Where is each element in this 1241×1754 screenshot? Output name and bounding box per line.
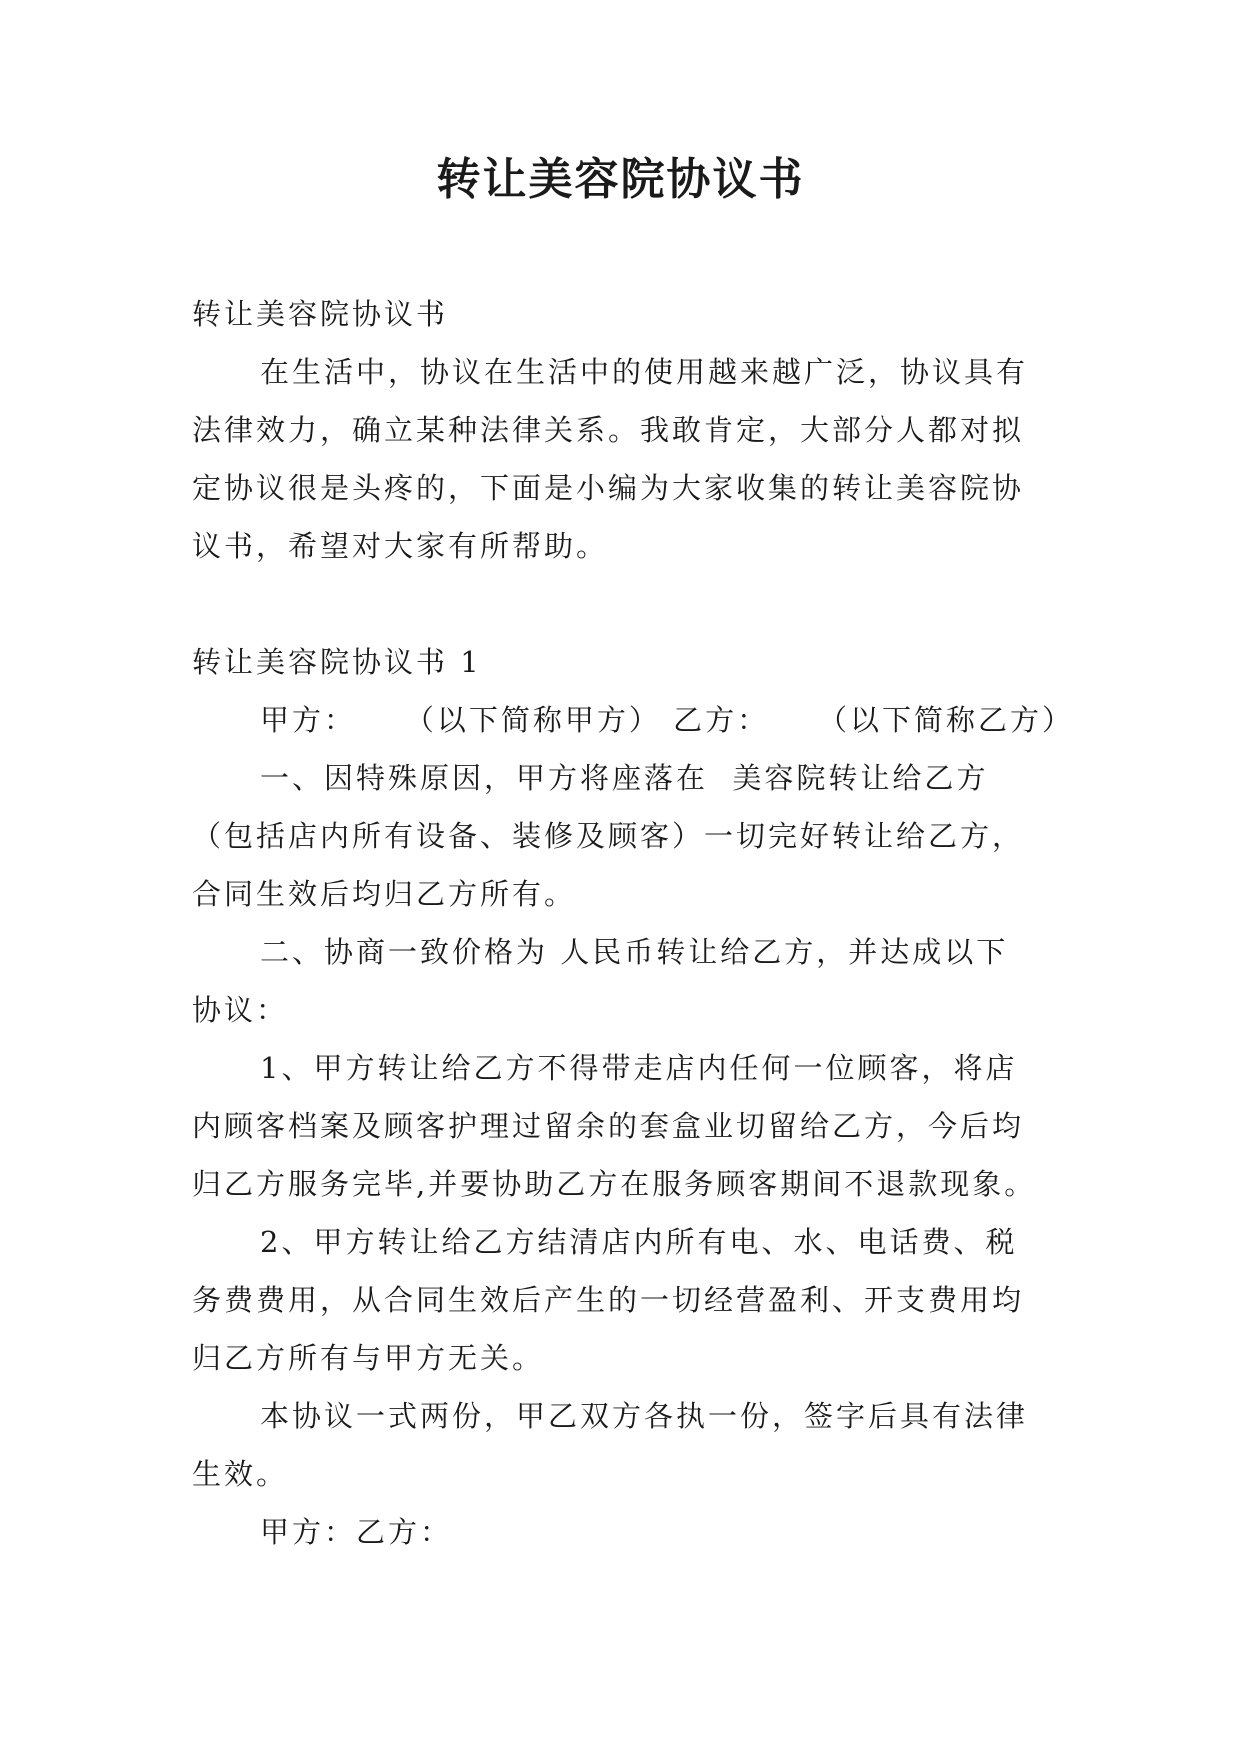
subtitle-line: 转让美容院协议书 xyxy=(192,297,449,331)
clause-line: 协议： xyxy=(192,993,289,1027)
clause-line: 合同生效后均归乙方所有。 xyxy=(192,877,577,911)
intro-line: 法律效力，确立某种法律关系。我敢肯定，大部分人都对拟 xyxy=(192,413,1025,447)
item-line: 归乙方所有与甲方无关。 xyxy=(192,1341,545,1375)
item-line: 1、甲方转让给乙方不得带走店内任何一位顾客，将店 xyxy=(260,1051,1018,1085)
document-title: 转让美容院协议书 xyxy=(436,154,805,205)
clause-line: 二、协商一致价格为 人民币转让给乙方，并达成以下 xyxy=(260,935,1009,969)
intro-line: 定协议很是头疼的，下面是小编为大家收集的转让美容院协 xyxy=(192,471,1025,505)
document-body xyxy=(192,285,1072,1561)
closing-line: 生效。 xyxy=(192,1457,289,1491)
clause-line: 一、因特殊原因，甲方将座落在 美容院转让给乙方 xyxy=(260,761,989,795)
parties-line: 甲方： （以下简称甲方） 乙方： （以下简称乙方） xyxy=(260,703,1074,737)
blank-gap xyxy=(192,575,1072,633)
signature-line: 甲方：乙方： xyxy=(260,1515,453,1549)
item-line: 内顾客档案及顾客护理过留余的套盒业切留给乙方，今后均 xyxy=(192,1109,1025,1143)
item-line: 2、甲方转让给乙方结清店内所有电、水、电话费、税 xyxy=(260,1225,1018,1259)
item-line: 务费费用，从合同生效后产生的一切经营盈利、开支费用均 xyxy=(192,1283,1025,1317)
section-heading: 转让美容院协议书 1 xyxy=(192,645,482,679)
clause-line: （包括店内所有设备、装修及顾客）一切完好转让给乙方， xyxy=(192,819,1025,853)
intro-line: 在生活中，协议在生活中的使用越来越广泛，协议具有 xyxy=(260,355,1029,389)
closing-line: 本协议一式两份，甲乙双方各执一份，签字后具有法律 xyxy=(260,1399,1029,1433)
intro-line: 议书，希望对大家有所帮助。 xyxy=(192,529,609,563)
item-line: 归乙方服务完毕,并要协助乙方在服务顾客期间不退款现象。 xyxy=(192,1167,1037,1201)
